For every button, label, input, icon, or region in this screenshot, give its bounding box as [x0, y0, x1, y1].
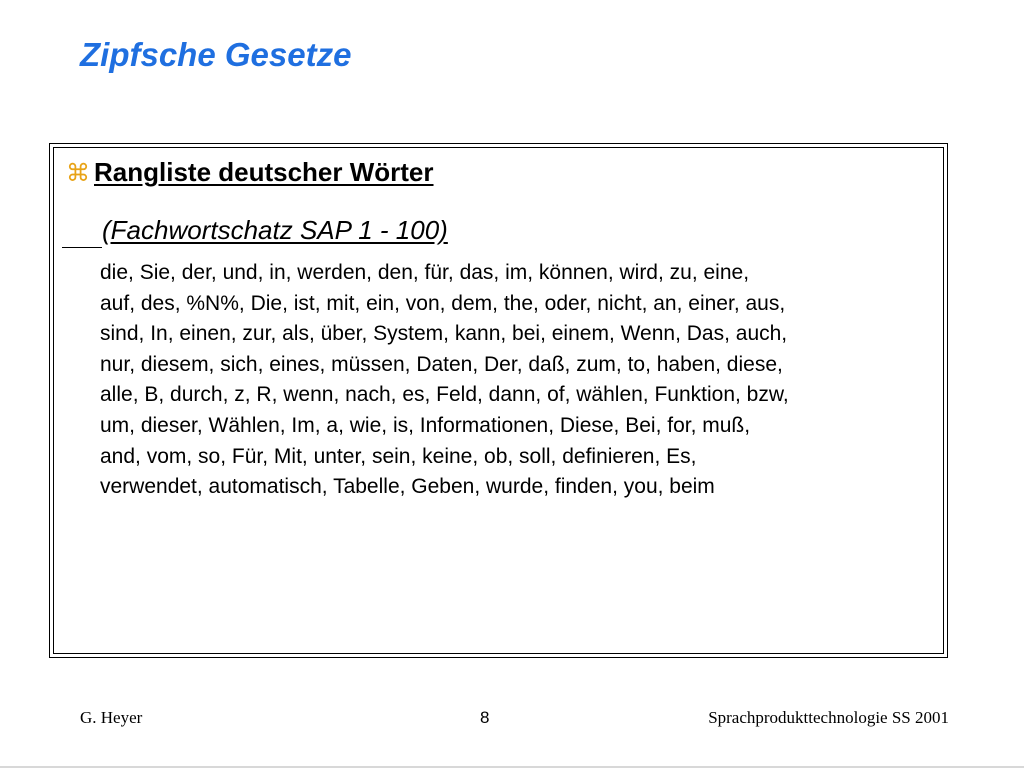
- word-list-line: sind, In, einen, zur, als, über, System, kann, bei, einem, Wenn, Das, auch,: [100, 322, 788, 346]
- section-heading: Rangliste deutscher Wörter: [94, 157, 434, 187]
- subheading-underline-spacer: [62, 217, 102, 248]
- slide-title: Zipfsche Gesetze: [80, 36, 352, 73]
- word-list-line: die, Sie, der, und, in, werden, den, für, das, im, können, wird, zu, eine,: [100, 261, 750, 284]
- subheading-line: [62, 212, 448, 248]
- bullet-heading-line: [66, 154, 434, 192]
- word-list-line: auf, des, %N%, Die, ist, mit, ein, von, dem, the, oder, nicht, an, einer, aus,: [100, 291, 786, 315]
- word-list: [100, 258, 945, 503]
- footer-course-title: Sprachprodukttechnologie SS 2001: [708, 708, 949, 727]
- word-list-line: and, vom, so, Für, Mit, unter, sein, keine, ob, soll, definieren, Es,: [100, 444, 697, 468]
- word-list-line: nur, diesem, sich, eines, müssen, Daten, Der, daß, zum, to, haben, diese,: [100, 352, 783, 376]
- word-list-line: um, dieser, Wählen, Im, a, wie, is, Informationen, Diese, Bei, for, muß,: [100, 413, 751, 437]
- word-list-line: verwendet, automatisch, Tabelle, Geben, wurde, finden, you, beim: [100, 475, 715, 499]
- word-list-line: alle, B, durch, z, R, wenn, nach, es, Feld, dann, of, wählen, Funktion, bzw,: [100, 383, 789, 407]
- section-subheading: (Fachwortschatz SAP 1 - 100): [102, 215, 448, 245]
- footer-author: G. Heyer: [80, 708, 143, 727]
- footer-page-number: 8: [480, 708, 490, 727]
- command-bullet-icon: ⌘: [66, 160, 90, 187]
